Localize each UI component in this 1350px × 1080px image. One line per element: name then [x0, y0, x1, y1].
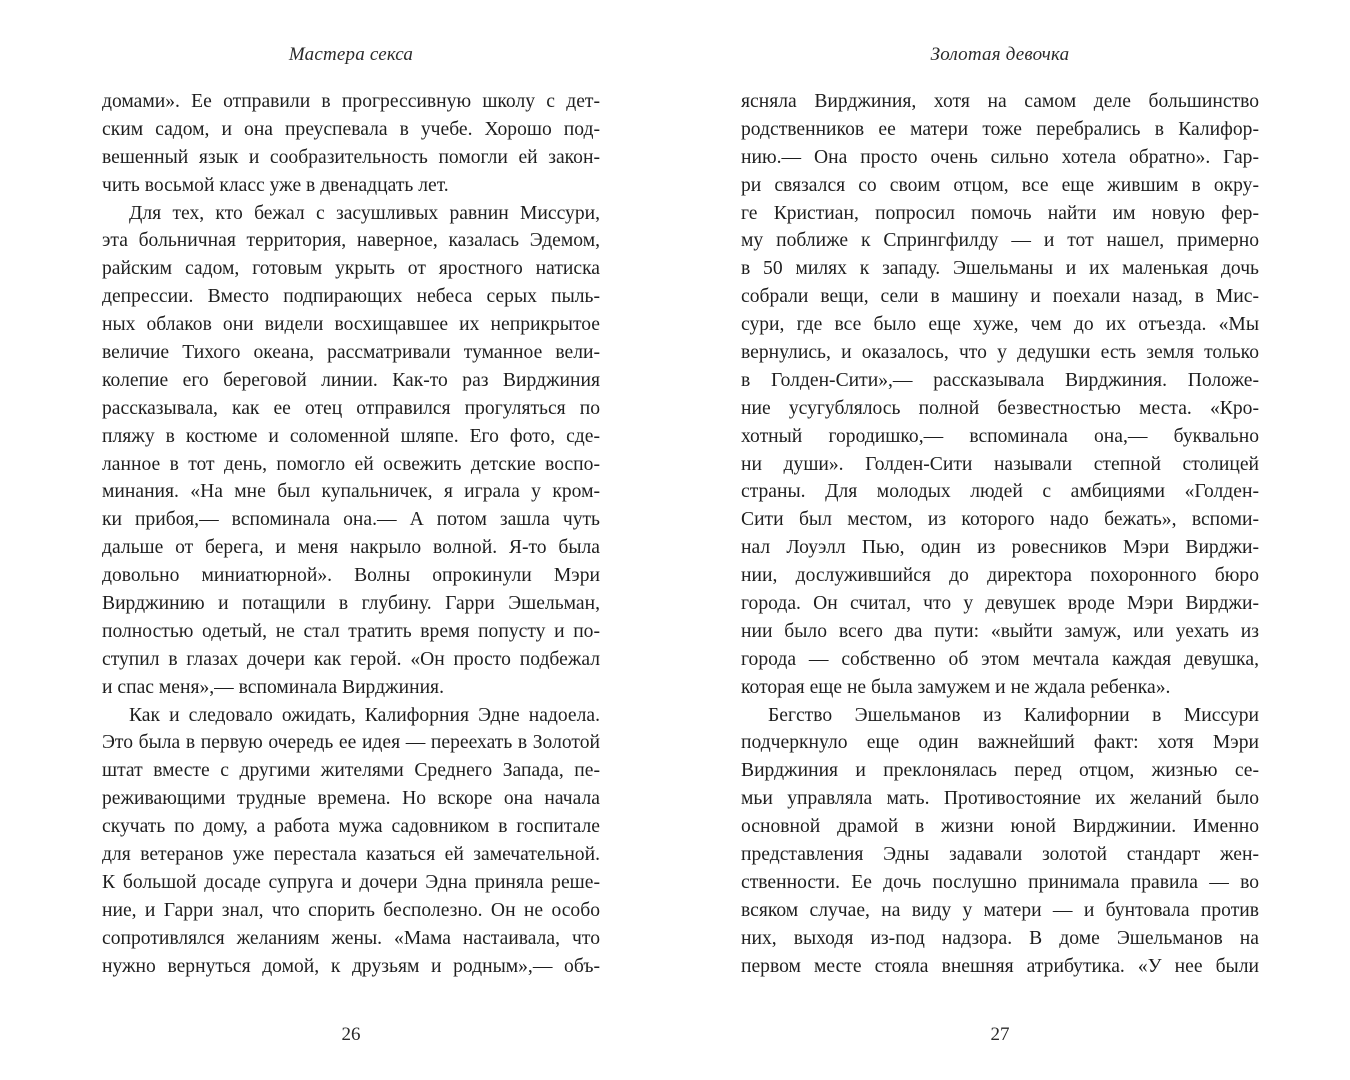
- text-line: вернулись, и оказалось, что у дедушки есть земля только: [741, 342, 1259, 364]
- text-line: райским садом, готовым укрыть от яростного натиска: [102, 258, 600, 280]
- text-line: ским садом, и она преуспевала в учебе. Хорошо под-: [102, 118, 600, 140]
- text-line: нии было всего два пути: «выйти замуж, или уехать из: [741, 620, 1259, 642]
- text-line: дальше от берега, и меня накрыло волной. Я-то была: [102, 537, 600, 559]
- text-line: чить восьмой класс уже в двенадцать лет.: [102, 174, 449, 196]
- text-line: минания. «На мне был купальничек, я играла у кром-: [102, 481, 600, 503]
- page-number: 26: [341, 1024, 361, 1045]
- text-line: реживающими трудные времена. Но вскоре она начала: [102, 788, 600, 810]
- text-line: ние, и Гарри знал, что спорить бесполезно. Он не особо: [102, 899, 600, 921]
- body-text: [741, 88, 1259, 981]
- text-line: колепие его береговой линии. Как-то раз Вирджиния: [102, 369, 600, 391]
- text-line: представления Эдны задавали золотой стандарт жен-: [741, 844, 1259, 866]
- text-line: Вирджиния и преклонялась перед отцом, жизнью се-: [741, 760, 1259, 782]
- text-line: хотный городишко,— вспоминала она,— буквально: [741, 425, 1259, 447]
- text-line: К большой досаде супруга и дочери Эдна приняла реше-: [102, 871, 600, 893]
- text-line: ни души». Голден-Сити называли степной столицей: [741, 453, 1259, 475]
- text-line: ки прибоя,— вспоминала она.— А потом зашла чуть: [102, 509, 600, 531]
- text-line: му поближе к Спрингфилду — и тот нашел, примерно: [741, 230, 1259, 252]
- right-page: [741, 0, 1259, 1080]
- text-line: полностью одетый, не стал тратить время попусту и по-: [102, 620, 600, 642]
- body-text: [102, 88, 600, 981]
- text-line: Как и следовало ожидать, Калифорния Эдне надоела.: [129, 704, 600, 726]
- text-line: подчеркнуло еще один важнейший факт: хотя Мэри: [741, 732, 1259, 754]
- text-line: ясняла Вирджиния, хотя на самом деле большинство: [741, 91, 1259, 112]
- text-line: довольно миниатюрной». Волны опрокинули Мэри: [102, 565, 600, 587]
- text-line: родственников ее матери тоже перебрались в Калифор-: [741, 118, 1259, 140]
- text-line: Вирджинию и потащили в глубину. Гарри Эшельман,: [102, 593, 600, 615]
- text-line: штат вместе с другими жителями Среднего Запада, пе-: [102, 760, 600, 782]
- text-line: всяком случае, на виду у матери — и бунтовала против: [741, 899, 1259, 921]
- text-line: страны. Для молодых людей с амбициями «Голден-: [741, 481, 1259, 503]
- text-line: основной драмой в жизни юной Вирджинии. Именно: [741, 816, 1259, 838]
- text-line: Бегство Эшельманов из Калифорнии в Миссури: [768, 704, 1259, 726]
- text-line: которая еще не была замужем и не ждала ребенка».: [741, 676, 1171, 698]
- text-line: Это была в первую очередь ее идея — переехать в Золотой: [102, 732, 600, 754]
- text-line: в Голден-Сити»,— рассказывала Вирджиния. Положе-: [741, 369, 1259, 391]
- text-line: домами». Ее отправили в прогрессивную школу с дет-: [102, 91, 600, 112]
- text-line: нужно вернуться домой, к друзьям и родным»,— объ-: [102, 955, 600, 977]
- text-line: ри связался со своим отцом, все еще жившим в окру-: [741, 174, 1259, 196]
- text-line: ланное в тот день, помогло ей освежить детские воспо-: [102, 453, 600, 475]
- text-line: собрали вещи, сели в машину и поехали назад, в Мис-: [741, 286, 1259, 308]
- text-line: нал Лоуэлл Пью, один из ровесников Мэри Вирджи-: [741, 537, 1259, 559]
- text-line: Сити был местом, из которого надо бежать», вспоми-: [741, 509, 1259, 531]
- text-line: нии, дослужившийся до директора похоронного бюро: [741, 565, 1259, 587]
- text-line: рассказывала, как ее отец отправился прогуляться по: [102, 397, 600, 419]
- text-line: первом месте стояла внешняя атрибутика. «У нее были: [741, 955, 1259, 977]
- left-page: [102, 0, 600, 1080]
- text-line: Для тех, кто бежал с засушливых равнин Миссури,: [129, 202, 600, 224]
- text-line: эта больничная территория, наверное, казалась Эдемом,: [102, 230, 600, 252]
- text-line: депрессии. Вместо подпирающих небеса серых пыль-: [102, 286, 600, 308]
- text-line: ге Кристиан, попросил помочь найти им новую фер-: [741, 202, 1259, 224]
- text-line: мьи управляла мать. Противостояние их желаний было: [741, 788, 1259, 810]
- text-line: ственности. Ее дочь послушно принимала правила — во: [741, 871, 1259, 893]
- text-line: нию.— Она просто очень сильно хотела обратно». Гар-: [741, 146, 1259, 168]
- text-line: ние усугублялось полной безвестностью места. «Кро-: [741, 397, 1259, 419]
- text-line: сопротивлялся желаниям жены. «Мама настаивала, что: [102, 927, 600, 949]
- text-line: и спас меня»,— вспоминала Вирджиния.: [102, 676, 444, 698]
- text-line: сури, где все было еще хуже, чем до их отъезда. «Мы: [741, 314, 1259, 336]
- text-line: пляжу в костюме и соломенной шляпе. Его фото, сде-: [102, 425, 600, 447]
- text-line: в 50 милях к западу. Эшельманы и их маленькая дочь: [741, 258, 1259, 280]
- page-number: 27: [990, 1024, 1010, 1045]
- running-head: Мастера секса: [288, 44, 414, 65]
- text-line: величие Тихого океана, рассматривали туманное вели-: [102, 342, 600, 364]
- text-line: вешенный язык и сообразительность помогли ей закон-: [102, 146, 600, 168]
- text-line: ных облаков они видели восхищавшее их неприкрытое: [102, 314, 600, 336]
- running-head: Золотая девочка: [930, 44, 1070, 65]
- text-line: ступил в глазах дочери как герой. «Он просто подбежал: [102, 648, 600, 670]
- text-line: города. Он считал, что у девушек вроде Мэри Вирджи-: [741, 593, 1259, 615]
- text-line: них, выходя из-под надзора. В доме Эшельманов на: [741, 927, 1259, 949]
- text-line: города — собственно об этом мечтала каждая девушка,: [741, 648, 1259, 670]
- text-line: для ветеранов уже перестала казаться ей замечательной.: [102, 844, 600, 866]
- text-line: скучать по дому, а работа мужа садовником в госпитале: [102, 816, 600, 838]
